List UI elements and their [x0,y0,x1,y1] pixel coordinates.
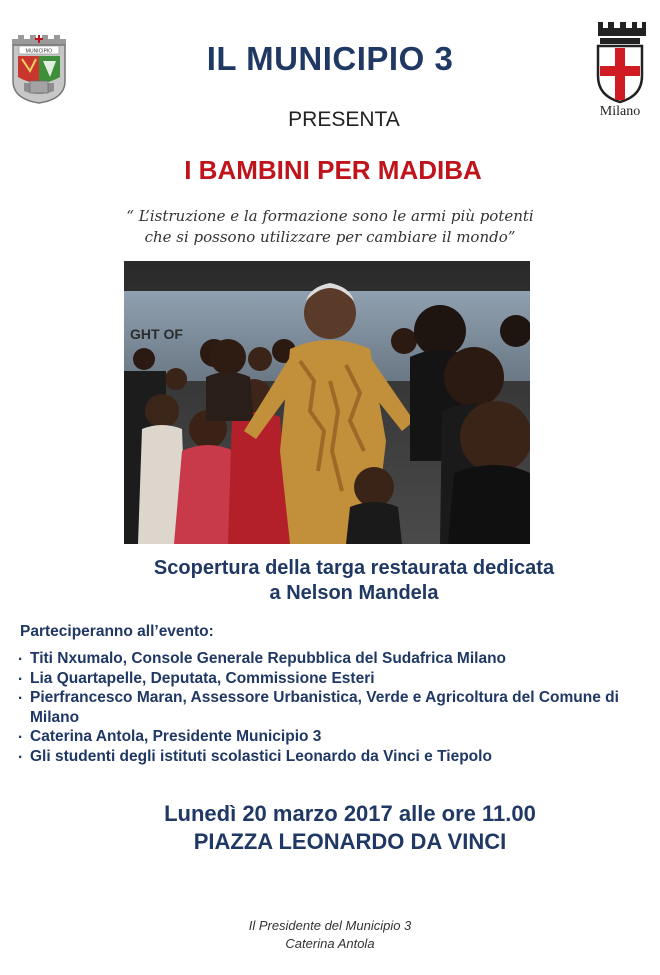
event-place: PIAZZA LEONARDO DA VINCI [193,829,507,854]
milano-crest [590,18,650,120]
participants-heading: Parteciperanno all’evento: [20,623,214,640]
event-date: Lunedì 20 marzo 2017 alle ore 11.00 [164,801,536,826]
list-item: . Pierfrancesco Maran, Assessore Urbanistica, Verde e Agricoltura del Comune di Milano [18,688,643,727]
milano-crest-icon [590,18,650,104]
list-item: . Titi Nxumalo, Console Generale Repubblica del Sudafrica Milano [18,649,643,669]
list-item: . Gli studenti degli istituti scolastici Leonardo da Vinci e Tiepolo [18,747,643,767]
quote-line-1: “ L’istruzione e la formazione sono le armi più potenti [126,207,534,225]
page-title: IL MUNICIPIO 3 [206,40,454,77]
quote-line-2: che si possono utilizzare per cambiare il mondo” [144,228,516,246]
list-item: . Lia Quartapelle, Deputata, Commissione Esteri [18,669,643,689]
plaque-subtitle [100,556,608,606]
svg-text:GHT OF: GHT OF [130,326,183,342]
signature-role: Il Presidente del Municipio 3 [248,918,412,933]
mandela-children-photo [124,261,530,544]
svg-text:MUNICIPIO: MUNICIPIO [25,48,53,55]
event-when-where [0,800,660,856]
list-item: . Caterina Antola, Presidente Municipio 3 [18,727,643,747]
event-title: I BAMBINI PER MADIBA [184,155,482,185]
signature-block [0,917,660,953]
subtitle-line-2: a Nelson Mandela [269,582,439,604]
participants-list [18,649,643,766]
presenta-text: PRESENTA [288,108,400,131]
signature-name: Caterina Antola [285,936,375,951]
quote [0,206,660,248]
milano-label: Milano [599,104,641,119]
subtitle-line-1: Scopertura della targa restaurata dedicata [153,557,555,579]
